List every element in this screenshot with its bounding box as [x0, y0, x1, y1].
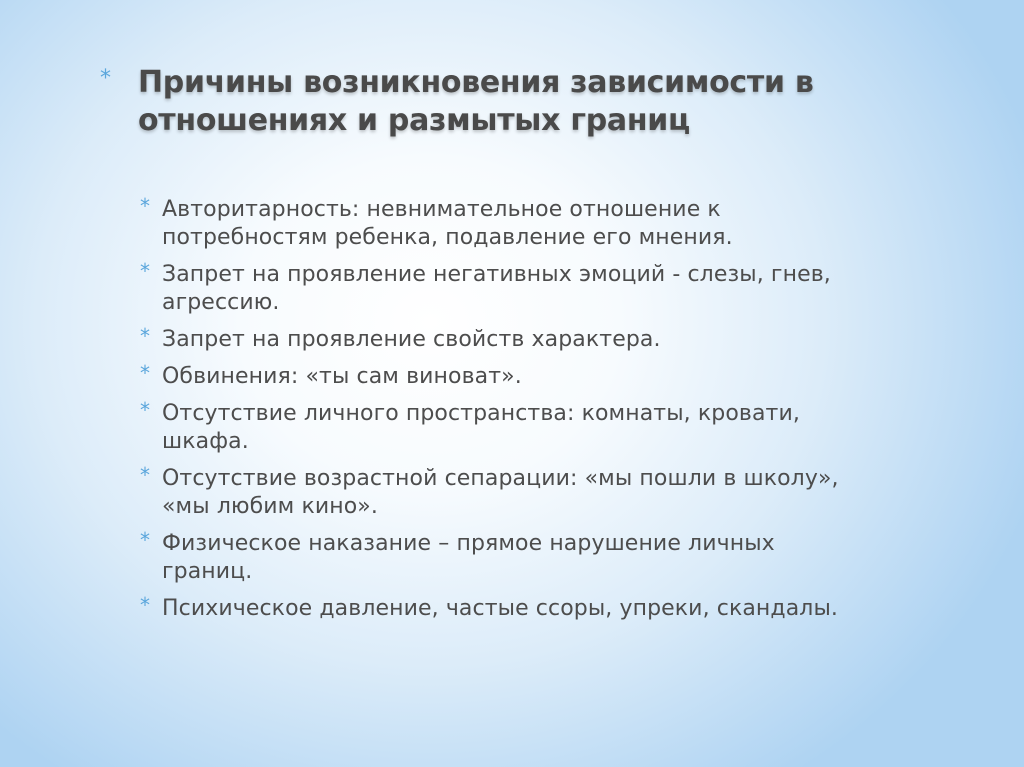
- bullet-text: Обвинения: «ты сам виноват».: [162, 364, 522, 389]
- bullet-item: [140, 400, 840, 456]
- bullet-text: Физическое наказание – прямое нарушение личных границ.: [162, 531, 775, 584]
- slide-title: [100, 64, 860, 140]
- bullet-item: [140, 196, 840, 252]
- bullet-text: Отсутствие личного пространства: комнаты, кровати, шкафа.: [162, 401, 800, 454]
- bullet-text: Запрет на проявление свойств характера.: [162, 327, 661, 352]
- bullet-star-icon: *: [140, 194, 150, 218]
- bullet-star-icon: *: [140, 259, 150, 283]
- bullet-list: [140, 196, 840, 632]
- bullet-text: Запрет на проявление негативных эмоций - слезы, гнев, агрессию.: [162, 262, 831, 315]
- title-bullet-star-icon: *: [100, 66, 111, 91]
- bullet-text: Авторитарность: невнимательное отношение к потребностям ребенка, подавление его мнения.: [162, 197, 733, 250]
- bullet-star-icon: *: [140, 324, 150, 348]
- bullet-item: [140, 465, 840, 521]
- bullet-star-icon: *: [140, 361, 150, 385]
- bullet-item: [140, 326, 840, 354]
- title-text: Причины возникновения зависимости в отношениях и размытых границ: [138, 65, 814, 138]
- bullet-item: [140, 261, 840, 317]
- bullet-star-icon: *: [140, 593, 150, 617]
- bullet-star-icon: *: [140, 463, 150, 487]
- bullet-item: [140, 595, 840, 623]
- bullet-star-icon: *: [140, 528, 150, 552]
- bullet-item: [140, 530, 840, 586]
- bullet-text: Психическое давление, частые ссоры, упреки, скандалы.: [162, 596, 839, 621]
- bullet-item: [140, 363, 840, 391]
- bullet-text: Отсутствие возрастной сепарации: «мы пошли в школу», «мы любим кино».: [162, 466, 839, 519]
- bullet-star-icon: *: [140, 398, 150, 422]
